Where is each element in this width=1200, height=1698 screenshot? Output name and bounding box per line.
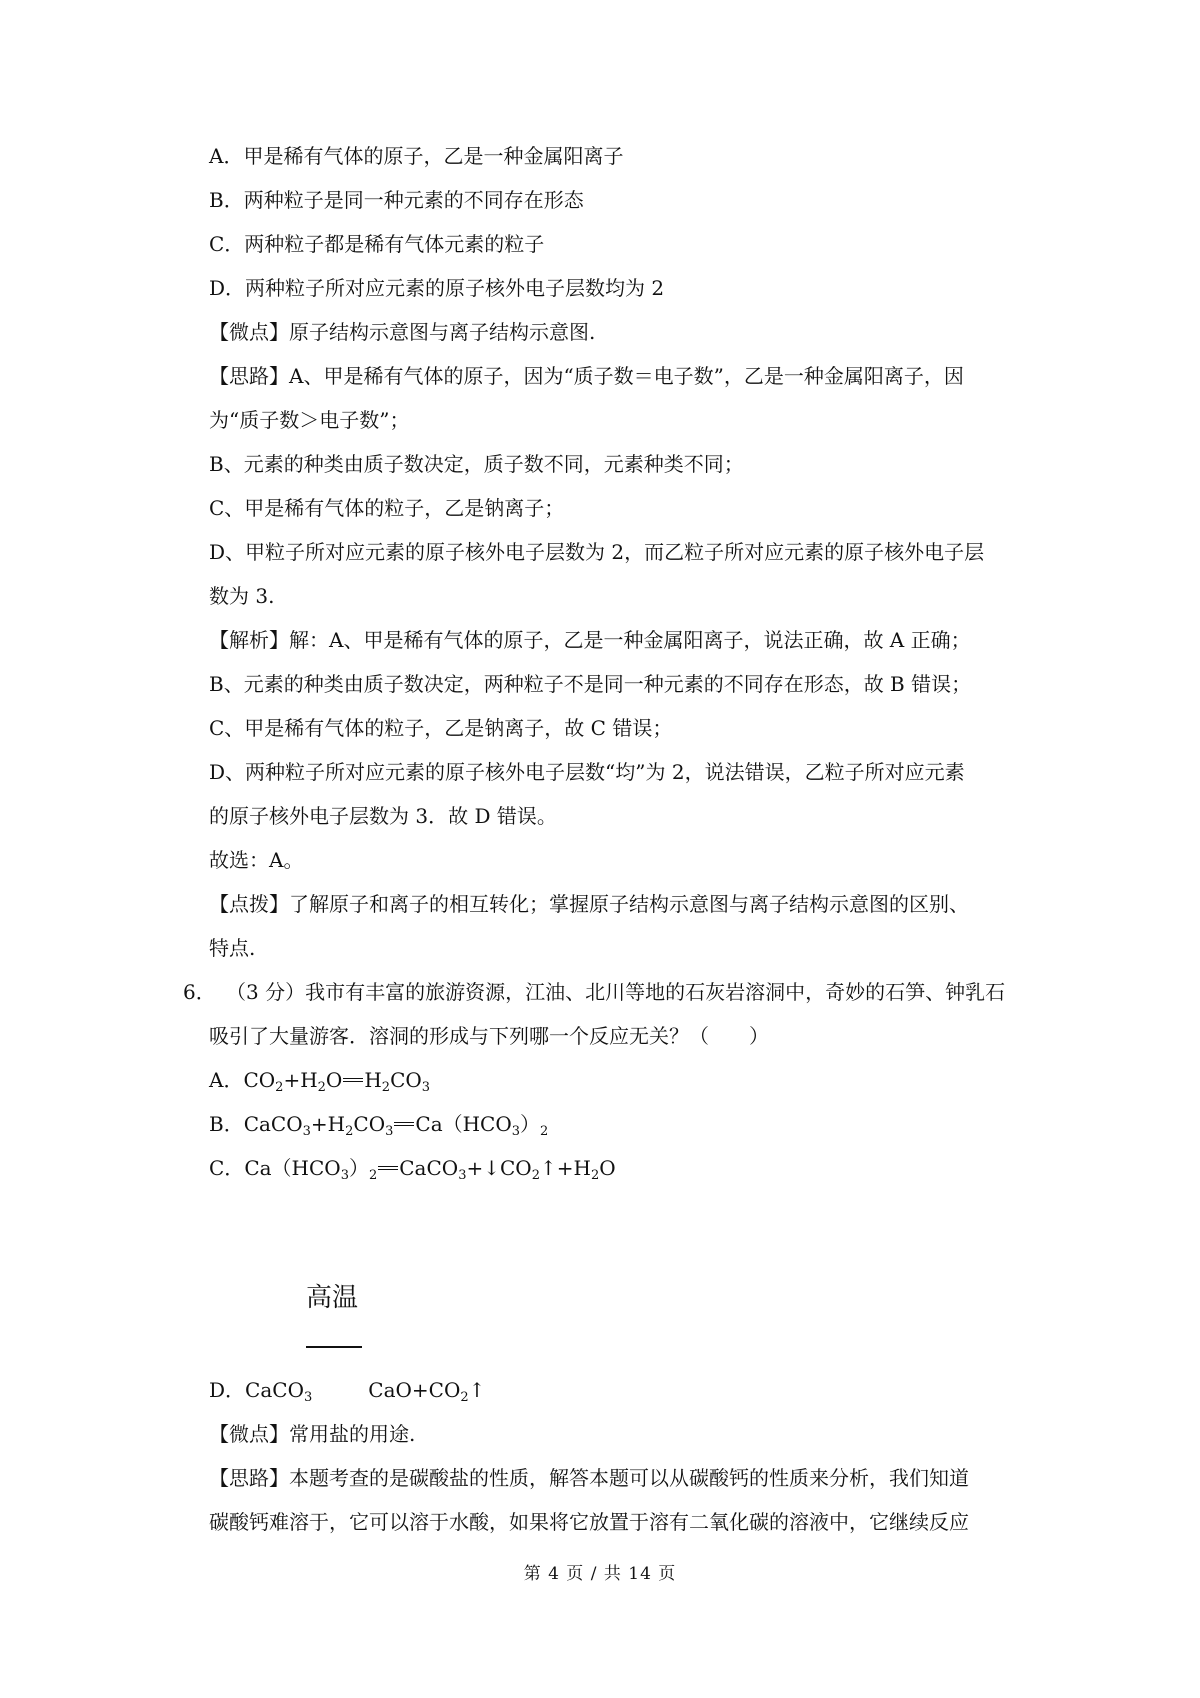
q5-silu-line: B、元素的种类由质子数决定，质子数不同，元素种类不同； (209, 452, 744, 476)
q5-weidian: 【微点】原子结构示意图与离子结构示意图. (209, 320, 596, 344)
q5-jiexi-line: 的原子核外电子层数为 3．故 D 错误。 (209, 804, 557, 828)
q6-stem-line: 吸引了大量游客．溶洞的形成与下列哪一个反应无关？（ ） (209, 1024, 769, 1048)
q5-dianbo-line: 【点拨】了解原子和离子的相互转化；掌握原子结构示意图与离子结构示意图的区别、 (209, 892, 969, 916)
q6-option-b: B．$CaCO_3+H_2CO_3$ $Ca(HCO_3)_2$ (209, 1112, 549, 1139)
q6-stem-line: （3 分）我市有丰富的旅游资源，江油、北川等地的石灰岩溶洞中，奇妙的石笋、钟乳石 (226, 980, 1006, 1004)
q5-jiexi-line: D、两种粒子所对应元素的原子核外电子层数“均”为 2，说法错误，乙粒子所对应元素 (209, 760, 965, 784)
q5-option-c: C．两种粒子都是稀有气体元素的粒子 (209, 232, 545, 256)
q5-option-b: B．两种粒子是同一种元素的不同存在形态 (209, 188, 584, 212)
q5-option-d: D．两种粒子所对应元素的原子核外电子层数均为 2 (209, 276, 665, 300)
q5-jiexi-line: C、甲是稀有气体的粒子，乙是钠离子，故 C 错误； (209, 716, 673, 740)
q5-silu-line: 数为 3. (209, 584, 275, 608)
q5-silu-line: C、甲是稀有气体的粒子，乙是钠离子； (209, 496, 565, 520)
equals-sign (343, 1078, 363, 1082)
q5-option-a: A．甲是稀有气体的原子，乙是一种金属阳离子 (209, 144, 624, 168)
q6-option-d: D．CaCO$_3$ $CaO+CO_2↑$ (209, 1378, 486, 1405)
q5-jiexi-line: 【解析】解：A、甲是稀有气体的原子，乙是一种金属阳离子，说法正确，故 A 正确； (209, 628, 971, 652)
q5-silu-line: D、甲粒子所对应元素的原子核外电子层数为 2，而乙粒子所对应元素的原子核外电子层 (209, 540, 985, 564)
q6-option-c: C．$Ca(HCO_3)_2$ $CaCO_3+↓CO_2↑+H_2O$ (209, 1156, 616, 1183)
equals-sign (378, 1166, 398, 1170)
q6-option-a: A．$CO_2+H_2O$ $H_2CO_3$ (209, 1068, 431, 1095)
q5-jiexi-line: B、元素的种类由质子数决定，两种粒子不是同一种元素的不同存在形态，故 B 错误； (209, 672, 972, 696)
q5-answer: 故选：A。 (209, 848, 304, 872)
q6-weidian: 【微点】常用盐的用途. (209, 1422, 416, 1446)
q5-dianbo-line: 特点. (209, 936, 256, 960)
reaction-condition: 高温 (306, 1283, 359, 1313)
q6-silu-line: 【思路】本题考查的是碳酸盐的性质，解答本题可以从碳酸钙的性质来分析，我们知道 (209, 1466, 969, 1490)
page-footer: 第 4 页 / 共 14 页 (523, 1564, 677, 1584)
q5-silu-line: 为“质子数＞电子数”； (209, 408, 410, 432)
q5-silu-line: 【思路】A、甲是稀有气体的原子，因为“质子数＝电子数”，乙是一种金属阳离子，因 (209, 364, 964, 388)
reaction-arrow-line (306, 1346, 362, 1348)
equals-sign (394, 1122, 414, 1126)
q6-silu-line: 碳酸钙难溶于，它可以溶于水酸，如果将它放置于溶有二氧化碳的溶液中，它继续反应 (209, 1510, 969, 1534)
question-number: 6． (183, 980, 216, 1004)
